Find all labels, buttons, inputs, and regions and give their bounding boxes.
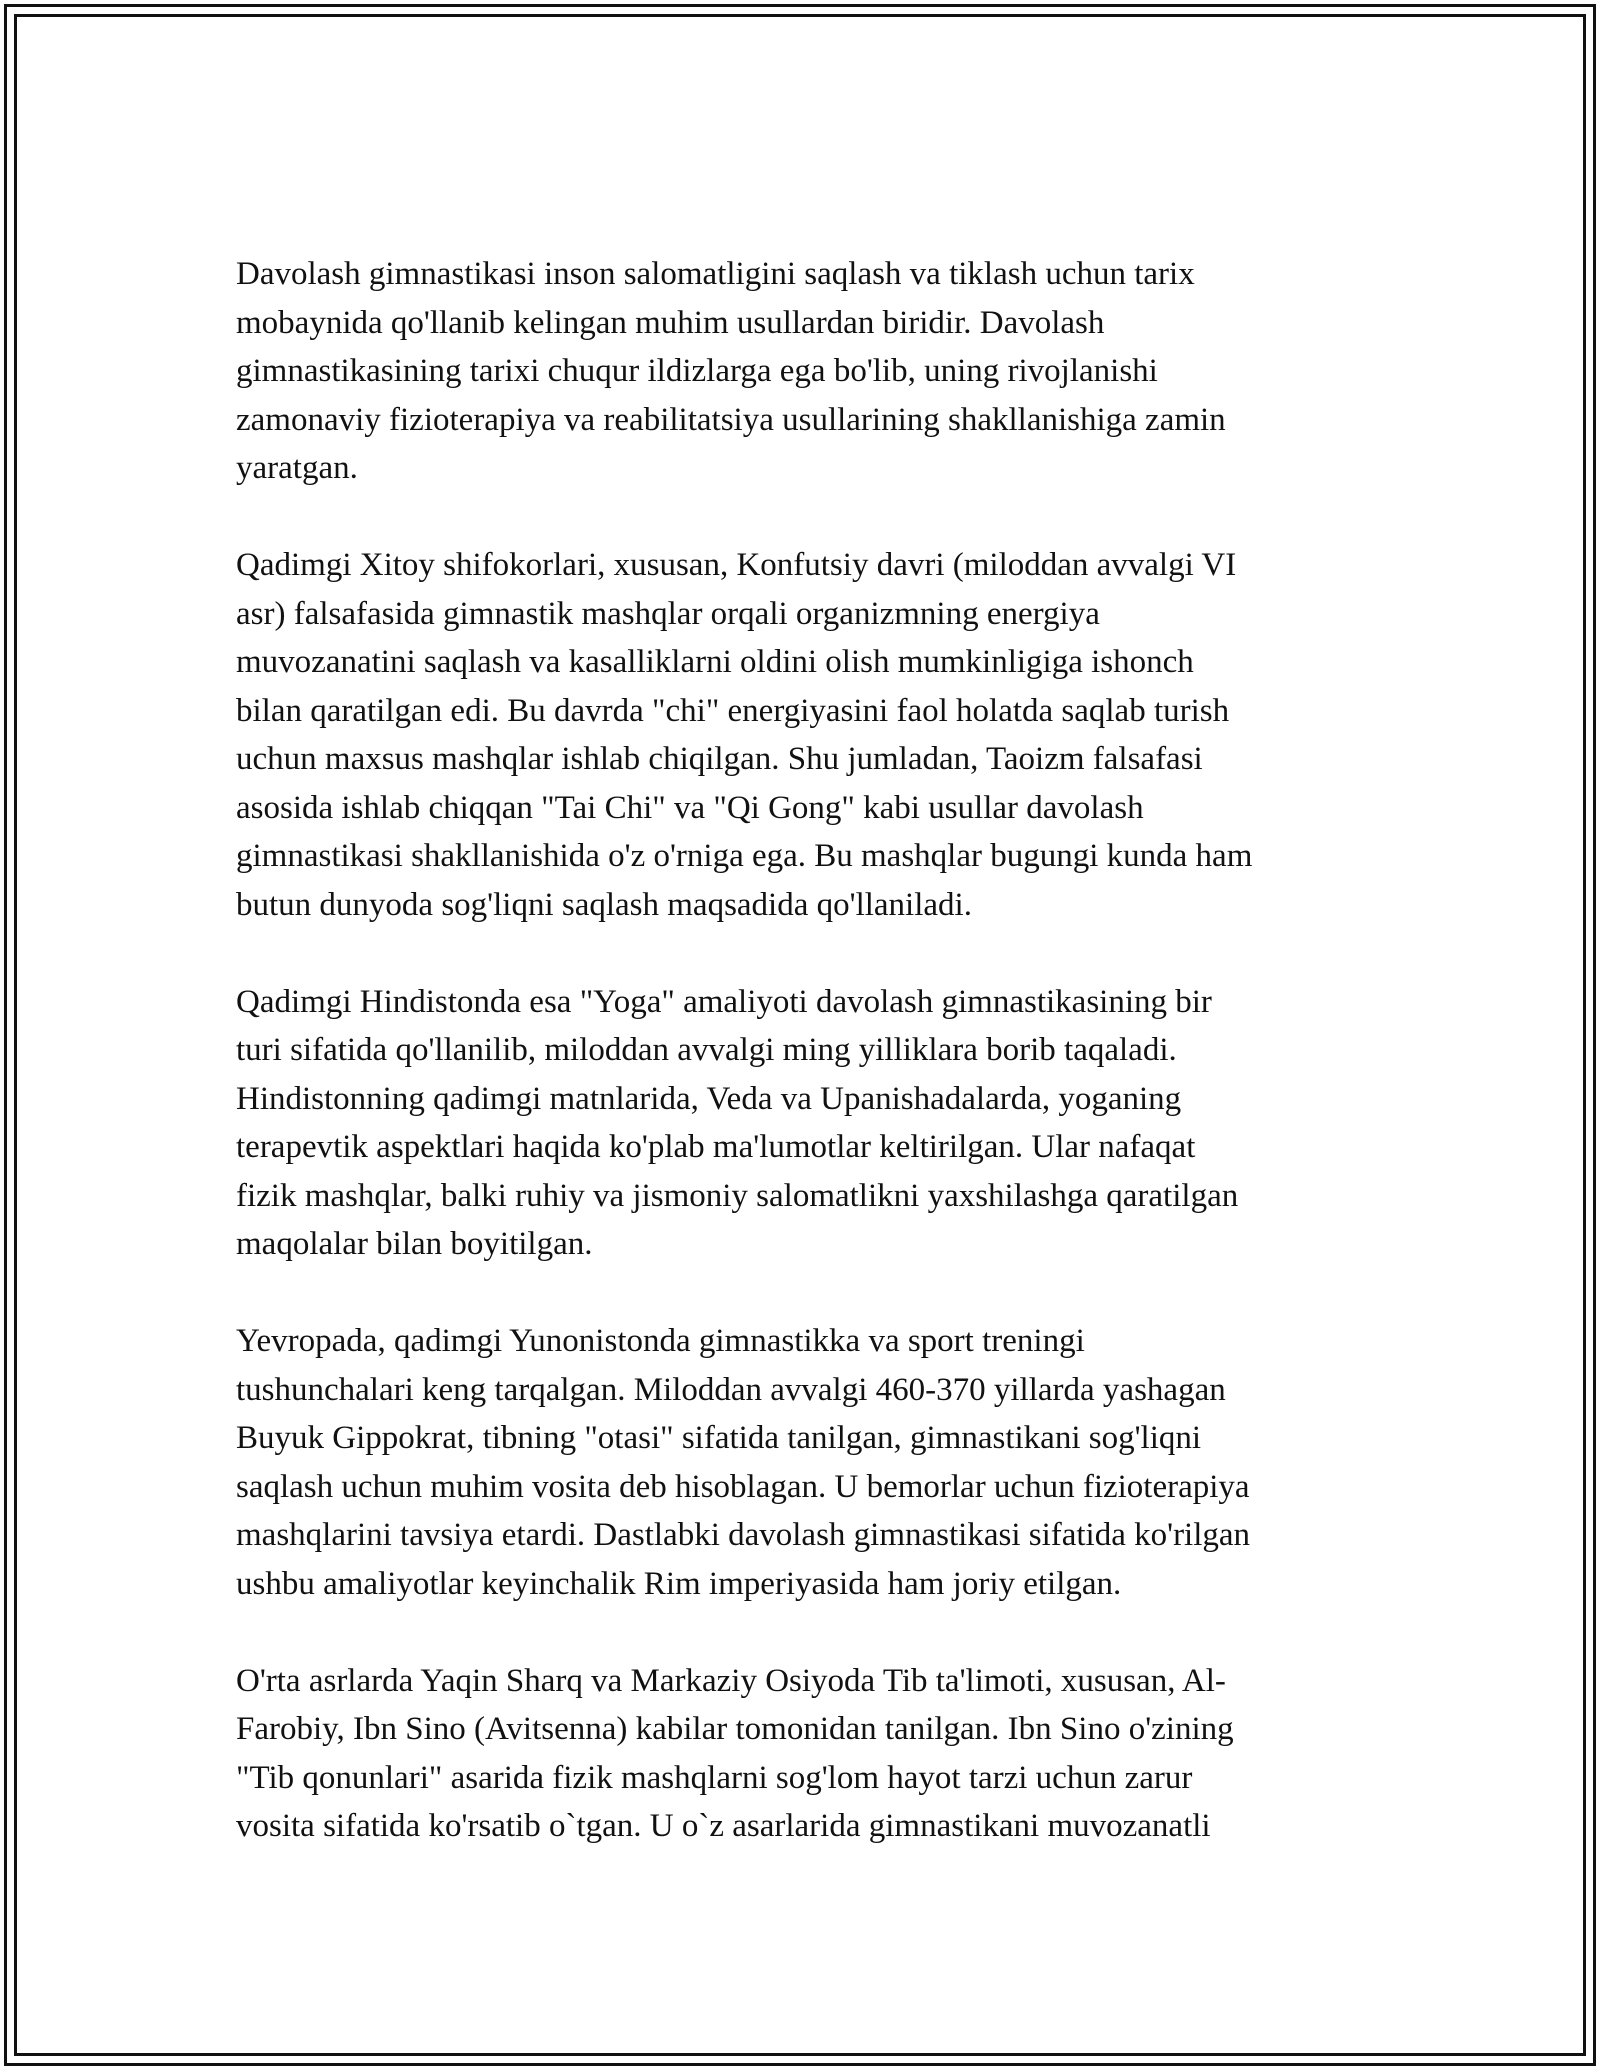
paragraph: Davolash gimnastikasi inson salomatligini saqlash va tiklash uchun tarix mobaynida qo'llanib kelingan muhim usullardan biridir. Davolash gimnastikasining tarixi chuqur ildizlarga ega bo'lib, uning rivojlanishi zamonaviy fizioterapiya va reabilitatsiya usullarining shakllanishiga zamin yaratgan.	[236, 256, 1226, 486]
paragraph: Qadimgi Hindistonda esa "Yoga" amaliyoti davolash gimnastikasining bir turi sifatida qo'llanilib, miloddan avvalgi ming yilliklara borib taqaladi. Hindistonning qadimgi matnlarida, Veda va Upanishadalarda, yoganing terapevtik aspektlari haqida ko'plab ma'lumotlar keltirilgan. Ular nafaqat fizik mashqlar, balki ruhiy va jismoniy salomatlikni yaxshilashga qaratilgan maqolalar bilan boyitilgan.	[236, 983, 1239, 1262]
paragraph: Yevropada, qadimgi Yunonistonda gimnastikka va sport treningi tushunchalari keng tarqalgan. Miloddan avvalgi 460-370 yillarda yashagan Buyuk Gippokrat, tibning "otasi" sifatida tanilgan, gimnastikani sog'liqni saqlash uchun muhim vosita deb hisoblagan. U bemorlar uchun fizioterapiya mashqlarini tavsiya etardi. Dastlabki davolash gimnastikasi sifatida ko'rilgan ushbu amaliyotlar keyinchalik Rim imperiyasida ham joriy etilgan.	[236, 1323, 1251, 1602]
document-body	[236, 250, 1376, 1899]
paragraph: O'rta asrlarda Yaqin Sharq va Markaziy Osiyoda Tib ta'limoti, xususan, Al- Farobiy, Ibn Sino (Avitsenna) kabilar tomonidan tanilgan. Ibn Sino o'zining "Tib qonunlari" asarida fizik mashqlarni sog'lom hayot tarzi uchun zarur vosita sifatida ko'rsatib o`tgan. U o`z asarlarida gimnastikani muvozanatli	[236, 1662, 1234, 1844]
paragraph: Qadimgi Xitoy shifokorlari, xususan, Konfutsiy davri (miloddan avvalgi VI asr) falsafasida gimnastik mashqlar orqali organizmning energiya muvozanatini saqlash va kasalliklarni oldini olish mumkinligiga ishonch bilan qaratilgan edi. Bu davrda "chi" energiyasini faol holatda saqlab turish uchun maxsus mashqlar ishlab chiqilgan. Shu jumladan, Taoizm falsafasi asosida ishlab chiqqan "Tai Chi" va "Qi Gong" kabi usullar davolash gimnastikasi shakllanishida o'z o'rniga ega. Bu mashqlar bugungi kunda ham butun dunyoda sog'liqni saqlash maqsadida qo'llaniladi.	[236, 547, 1253, 923]
